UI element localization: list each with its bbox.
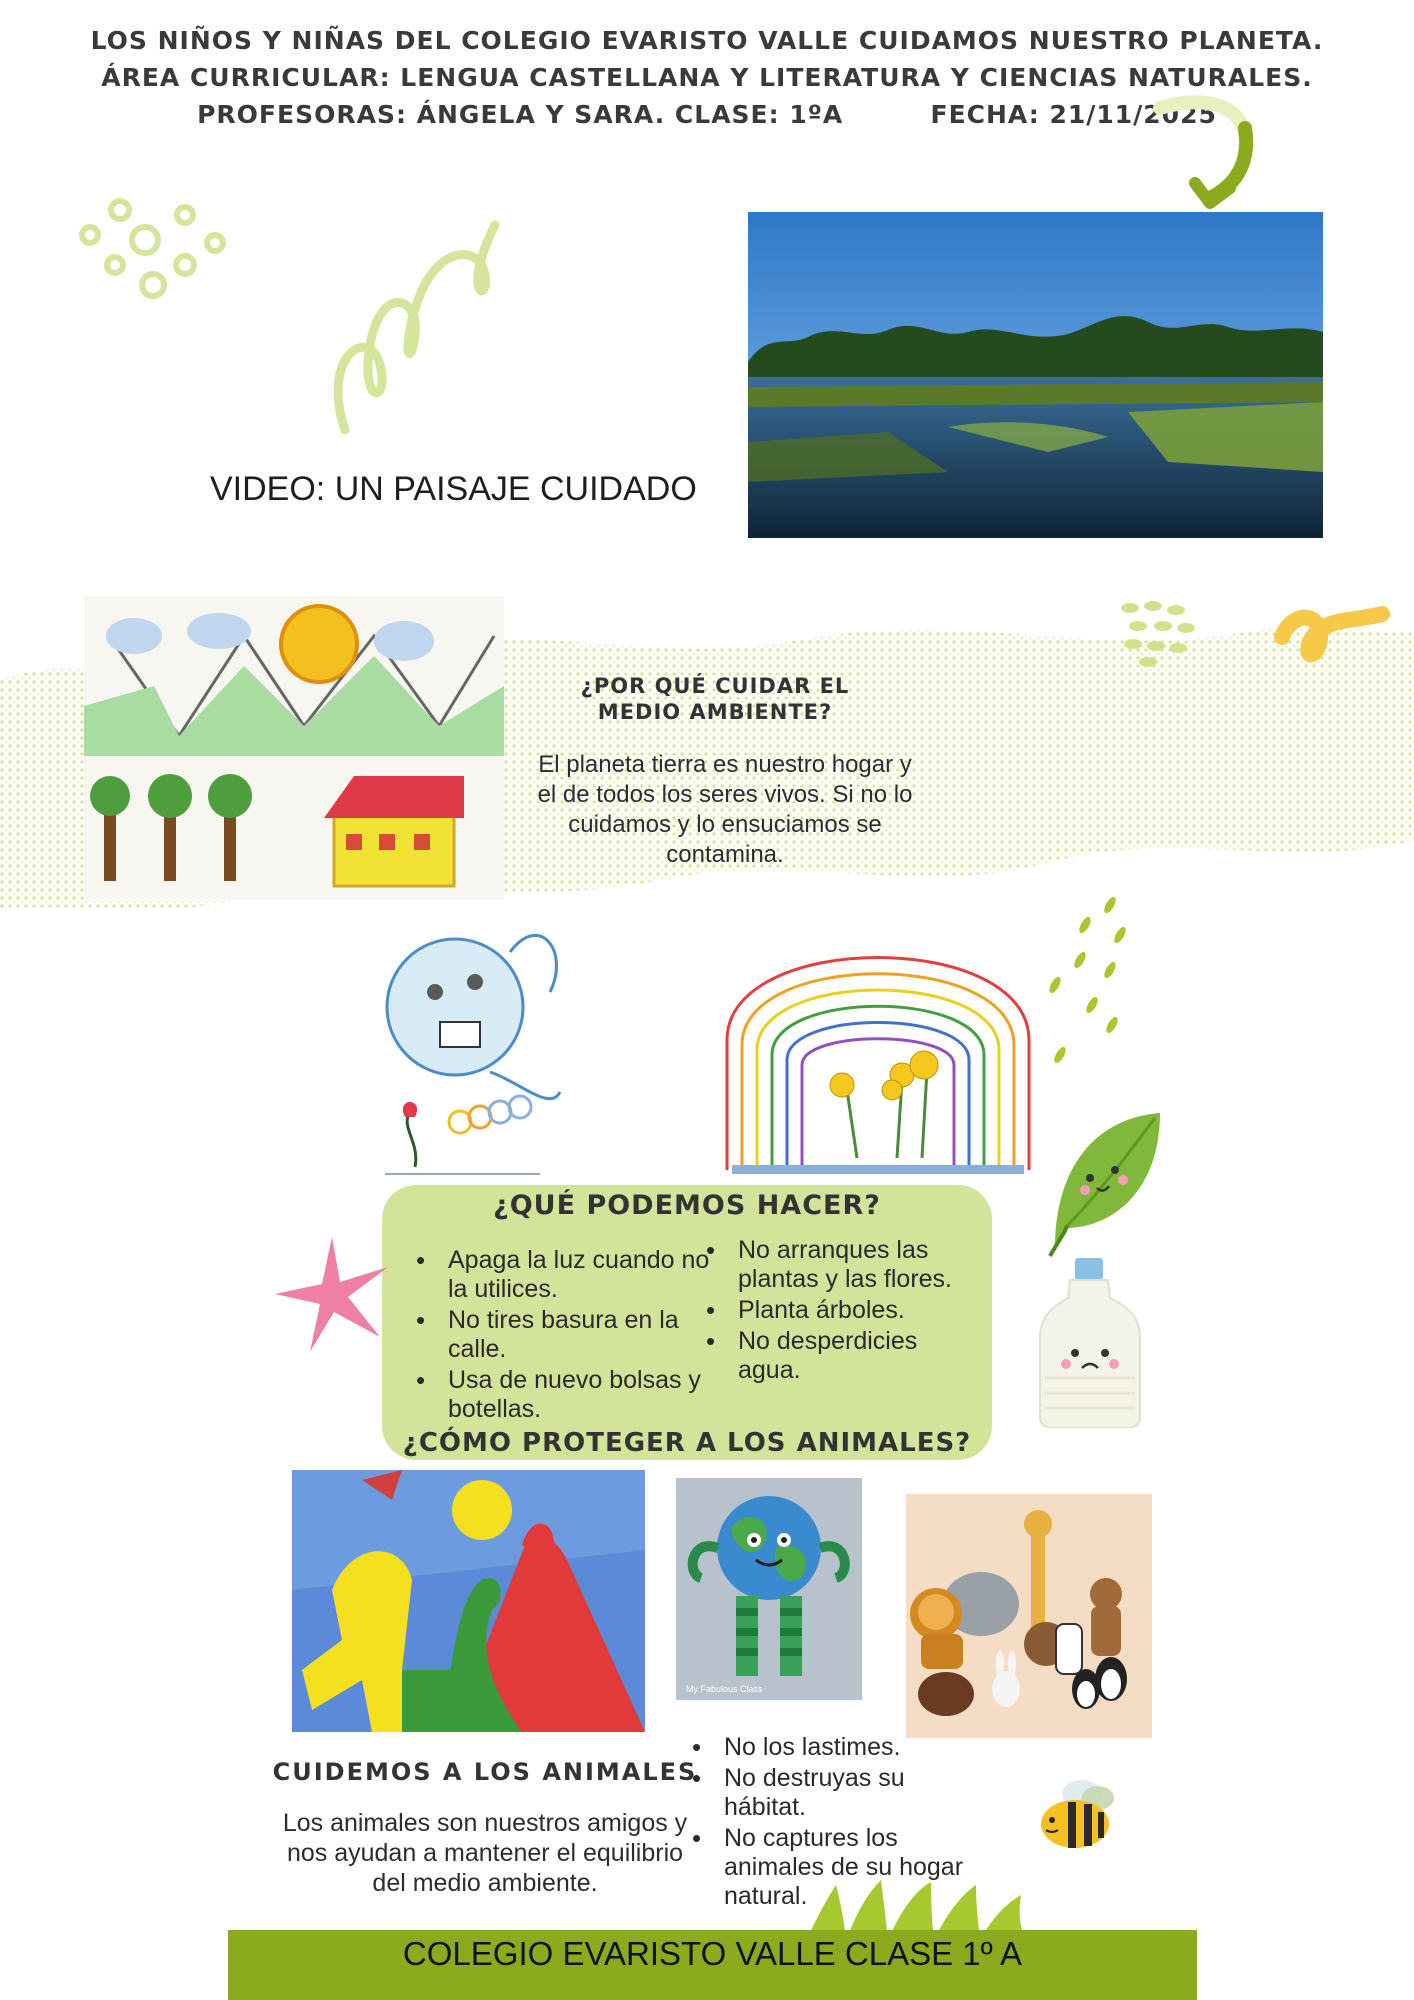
smiling-leaf-icon	[1045, 1108, 1165, 1258]
header-line-1: LOS NIÑOS Y NIÑAS DEL COLEGIO EVARISTO VALLE CUIDAMOS NUESTRO PLANETA.	[90, 26, 1324, 55]
child-drawing-landscape	[84, 596, 504, 900]
header-line-2: ÁREA CURRICULAR: LENGUA CASTELLANA Y LITERATURA Y CIENCIAS NATURALES.	[101, 63, 1313, 92]
list-item: • Planta árboles.	[702, 1296, 962, 1325]
bee-icon	[1030, 1776, 1120, 1856]
list-item: • Usa de nuevo bolsas y botellas.	[412, 1366, 712, 1424]
pink-star-icon	[270, 1232, 395, 1357]
list-item: • No los lastimes.	[688, 1733, 988, 1762]
landscape-photo	[748, 212, 1323, 538]
list-item: • Apaga la luz cuando no la utilices.	[412, 1246, 712, 1304]
child-drawing-dinosaurs	[292, 1470, 645, 1732]
child-drawing-rainbow	[712, 890, 1044, 1174]
footer-text: COLEGIO EVARISTO VALLE CLASE 1º A	[402, 1935, 1023, 1972]
why-care-title: ¿POR QUÉ CUIDAR EL MEDIO AMBIENTE?	[580, 674, 850, 724]
list-item: • No captures los animales de su hogar natural.	[688, 1824, 988, 1911]
list-item: • No arranques las plantas y las flores.	[702, 1236, 962, 1294]
care-animals-text: Los animales son nuestros amigos y nos ayudan a mantener el equilibrio del medio ambiente.	[282, 1809, 688, 1897]
craft-caption: My Fabulous Class	[686, 1684, 763, 1694]
craft-photo-earth	[676, 1478, 862, 1700]
protect-animals-question: ¿CÓMO PROTEGER A LOS ANIMALES?	[402, 1428, 972, 1458]
circles-decoration-icon	[75, 195, 235, 315]
yellow-ribbon-icon	[1272, 602, 1392, 677]
care-animals-title: CUIDEMOS A LOS ANIMALES	[272, 1758, 698, 1786]
curved-arrow-icon	[1150, 88, 1270, 218]
squiggle-decoration-icon	[330, 205, 510, 435]
leaves-sprinkle-icon	[1040, 895, 1130, 1075]
what-can-we-do-title: ¿QUÉ PODEMOS HACER?	[493, 1190, 881, 1221]
list-item: • No desperdicies agua.	[702, 1327, 962, 1385]
sad-bottle-icon	[1030, 1258, 1150, 1428]
header-line-3: PROFESORAS: ÁNGELA Y SARA. CLASE: 1ºA FECHA: 21/11/2025	[197, 100, 1217, 129]
seed-dots-icon	[1118, 598, 1198, 668]
video-title[interactable]: VIDEO: UN PAISAJE CUIDADO	[210, 470, 697, 508]
child-drawing-planet	[380, 912, 580, 1182]
list-item: • No tires basura en la calle.	[412, 1306, 712, 1364]
animals-illustration	[906, 1494, 1152, 1738]
list-item: • No destruyas su hábitat.	[688, 1764, 988, 1822]
actions-list-right	[702, 1236, 962, 1387]
actions-list-left	[412, 1246, 712, 1426]
why-care-text: El planeta tierra es nuestro hogar y el de todos los seres vivos. Si no lo cuidamos y lo ensuciamos se contamina.	[537, 751, 913, 868]
